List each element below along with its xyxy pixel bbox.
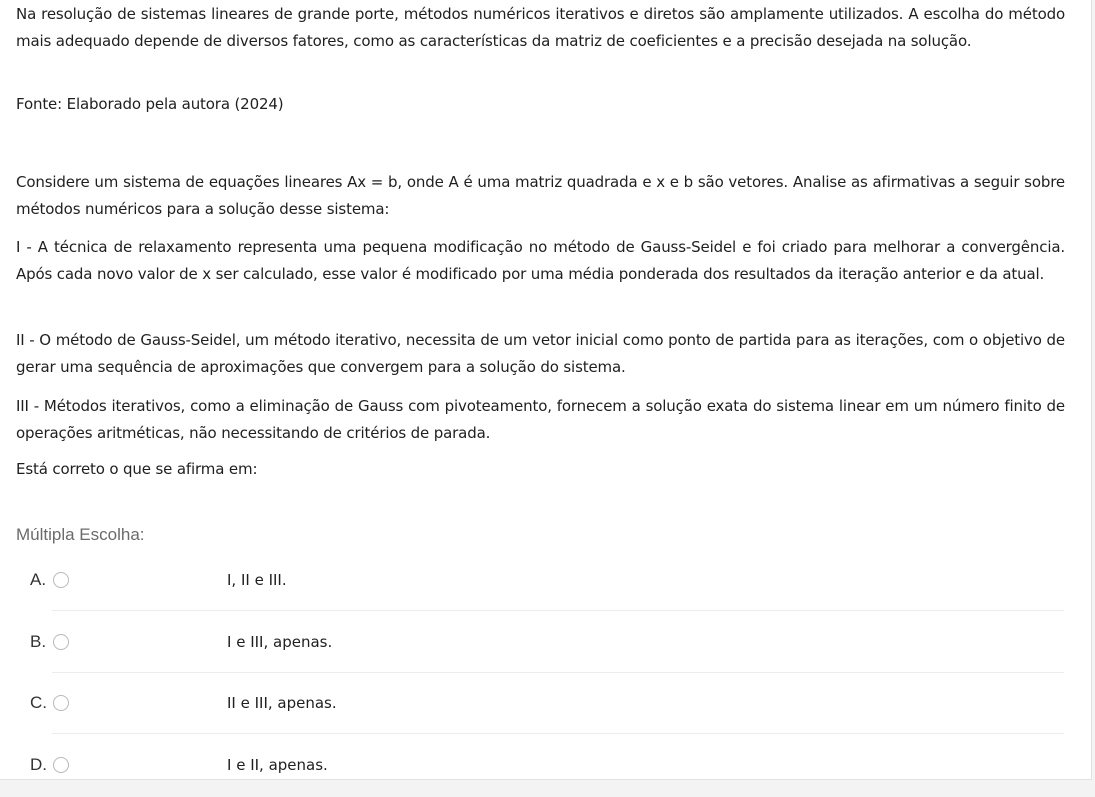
option-letter: C.: [30, 693, 47, 712]
question-context: Considere um sistema de equações lineares Ax = b, onde A é uma matriz quadrada e x e b são vetores. Analise as afirmativas a seguir sobre métodos numéricos para a solução desse sistema:: [16, 173, 1065, 218]
question-source: Fonte: Elaborado pela autora (2024): [16, 95, 284, 113]
statement-2: II - O método de Gauss-Seidel, um método iterativo, necessita de um vetor inicial como ponto de partida para as iterações, com o objetivo de gerar uma sequência de aproximações que convergem para a solução do sistema.: [16, 331, 1065, 376]
statement-3: III - Métodos iterativos, como a eliminação de Gauss com pivoteamento, fornecem a solução exata do sistema linear em um número finito de operações aritméticas, não necessitando de critérios de parada.: [16, 397, 1065, 442]
question-prompt: Está correto o que se afirma em:: [16, 460, 258, 478]
option-divider: [52, 733, 1064, 734]
option-b[interactable]: [0, 612, 1091, 674]
option-letter: A.: [30, 570, 47, 589]
option-text: II e III, apenas.: [227, 694, 337, 712]
radio-button-c[interactable]: [53, 695, 69, 711]
radio-button-a[interactable]: [53, 572, 69, 588]
question-intro: Na resolução de sistemas lineares de grande porte, métodos numéricos iterativos e diretos são amplamente utilizados. A escolha do método mais adequado depende de diversos fatores, como as características da matriz de coeficientes e a precisão desejada na solução.: [16, 5, 1065, 50]
statement-1: I - A técnica de relaxamento representa uma pequena modificação no método de Gauss-Seidel e foi criado para melhorar a convergência. Após cada novo valor de x ser calculado, esse valor é modificado por uma média ponderada dos resultados da iteração anterior e da atual.: [16, 238, 1065, 283]
multiple-choice-label: Múltipla Escolha:: [16, 525, 145, 544]
option-text: I, II e III.: [227, 571, 287, 589]
radio-button-d[interactable]: [53, 757, 69, 773]
option-letter: D.: [30, 755, 47, 774]
option-d[interactable]: [0, 735, 1091, 797]
option-a[interactable]: [0, 550, 1091, 612]
radio-button-b[interactable]: [53, 634, 69, 650]
option-c[interactable]: [0, 673, 1091, 735]
option-text: I e III, apenas.: [227, 633, 333, 651]
option-letter: B.: [30, 632, 47, 651]
option-text: I e II, apenas.: [227, 756, 328, 774]
option-divider: [52, 610, 1064, 611]
